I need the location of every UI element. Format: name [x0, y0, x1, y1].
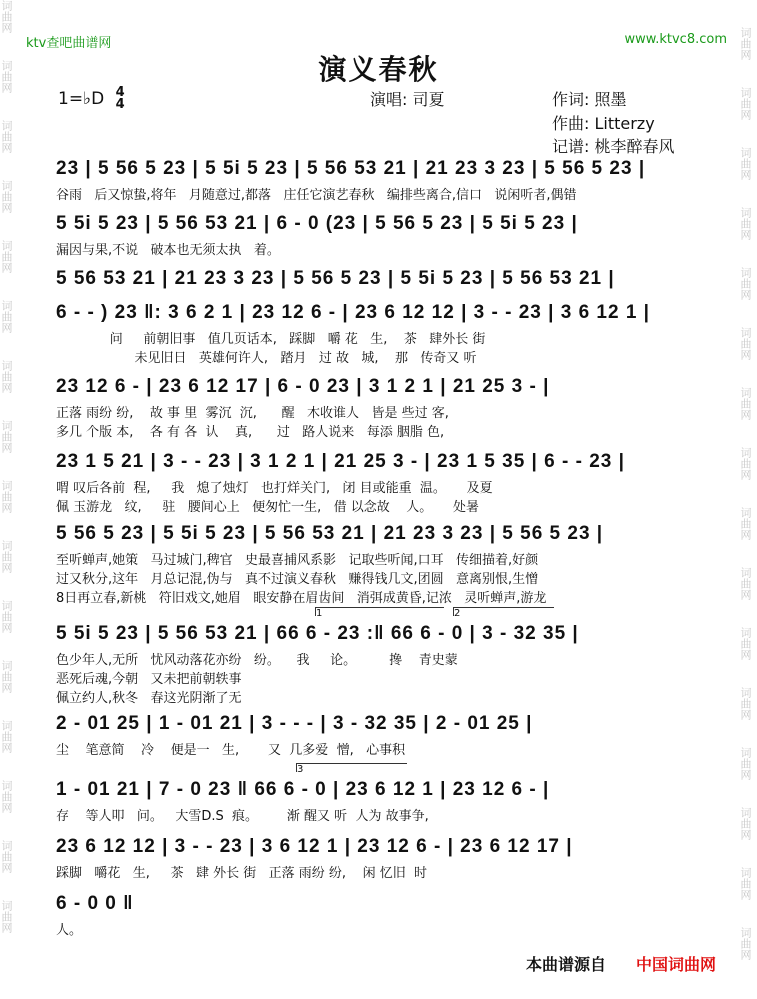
singer: 演唱: 司夏	[370, 90, 445, 109]
watermark-text: 词曲网	[0, 0, 13, 33]
footer-site-link[interactable]: 中国词曲网	[636, 955, 717, 974]
lyric-line: 谷雨 后又惊蛰,将年 月随意过,都落 庄任它演艺春秋 编排些离合,信口 说闲听者,偶错	[56, 188, 577, 203]
watermark-text: 词曲网	[739, 327, 752, 360]
watermark-text: 词曲网	[0, 300, 13, 333]
watermark-text: 词曲网	[739, 687, 752, 720]
watermark-text: 词曲网	[739, 447, 752, 480]
watermark-text: 词曲网	[0, 600, 13, 633]
left-watermark	[0, 0, 18, 999]
lyric-line: 恶死后魂,今朝 又未把前朝轶事	[56, 672, 242, 687]
watermark-text: 词曲网	[0, 60, 13, 93]
notation-row: 6 - - ) 23 ‖: 3 6 2 1 | 23 12 6 - | 23 6 12 12 | 3 - - 23 | 3 6 12 1 |	[56, 302, 650, 323]
notation-row: 2 - 01 25 | 1 - 01 21 | 3 - - - | 3 - 32 35 | 2 - 01 25 |	[56, 713, 533, 734]
watermark-text: 词曲网	[739, 747, 752, 780]
key-signature	[58, 87, 125, 111]
notation-row: 23 6 12 12 | 3 - - 23 | 3 6 12 1 | 23 12 6 - | 23 6 12 17 |	[56, 836, 573, 857]
right-watermark	[739, 0, 757, 999]
watermark-text: 词曲网	[0, 540, 13, 573]
key-text: 1=♭D	[58, 89, 105, 109]
footer-source: 本曲谱源自	[526, 955, 607, 974]
notation-row: 23 1 5 21 | 3 - - 23 | 3 1 2 1 | 21 25 3 - | 23 1 5 35 | 6 - - 23 |	[56, 451, 625, 472]
lyric-line: 色少年人,无所 忧风动落花亦纷 纷。 我 论。 搀 青史蒙	[56, 653, 458, 668]
notation-row: 1 - 01 21 | 7 - 0 23 ‖ 66 6 - 0 | 23 6 12 1 | 23 12 6 - |	[56, 779, 550, 800]
lyric-line: 佩立约人,秋冬 春这光阴渐了无	[56, 691, 242, 706]
watermark-text: 词曲网	[739, 807, 752, 840]
watermark-text: 词曲网	[0, 420, 13, 453]
lyric-line: 漏因与果,不说 破本也无须太执 着。	[56, 243, 280, 258]
watermark-text: 词曲网	[739, 27, 752, 60]
lyric-line: 问 前朝旧事 值几页话本, 踩脚 嚼 花 生, 茶 肆外长 街	[56, 332, 486, 347]
watermark-text: 词曲网	[0, 360, 13, 393]
site-link-left[interactable]: ktv查吧曲谱网	[26, 36, 112, 51]
lyric-line: 至听蝉声,她策 马过城门,稗官 史最喜捕风系影 记取些听闻,口耳 传细描着,好颜	[56, 553, 539, 568]
lyric-line: 过又秋分,这年 月总记混,伪与 真不过演义春秋 赚得钱几文,团圆 意离别恨,生憎	[56, 572, 539, 587]
watermark-text: 词曲网	[739, 867, 752, 900]
watermark-text: 词曲网	[0, 480, 13, 513]
watermark-text: 词曲网	[0, 180, 13, 213]
notation-row: 5 5i 5 23 | 5 56 53 21 | 6 - 0 (23 | 5 56 5 23 | 5 5i 5 23 |	[56, 213, 578, 234]
lyric-line: 8日再立春,新桃 符旧戏文,她眉 眼安静在眉齿间 消弭成黄昏,记浓 灵听蝉声,游龙	[56, 591, 547, 606]
watermark-text: 词曲网	[739, 147, 752, 180]
time-sig-bottom: 4	[115, 97, 125, 112]
watermark-text: 词曲网	[739, 927, 752, 960]
watermark-text: 词曲网	[0, 120, 13, 153]
watermark-text: 词曲网	[0, 900, 13, 933]
watermark-text: 词曲网	[739, 87, 752, 120]
composer: 作曲: Litterzy	[552, 114, 655, 133]
lyric-line: 佩 玉游龙 纹, 驻 腰间心上 便匆忙一生, 借 以念故 人。 处暑	[56, 500, 479, 515]
lyricist: 作词: 照墨	[552, 90, 627, 109]
song-title: 演义春秋	[318, 53, 439, 86]
notation-row: 6 - 0 0 ‖	[56, 893, 134, 914]
watermark-text: 词曲网	[739, 267, 752, 300]
volta-2: 2	[453, 607, 554, 616]
watermark-text: 词曲网	[739, 207, 752, 240]
watermark-text: 词曲网	[0, 240, 13, 273]
watermark-text: 词曲网	[739, 507, 752, 540]
lyric-line: 存 等人叩 问。 大雪D.S 痕。 渐 醒又 听 人为 故事争,	[56, 809, 429, 824]
lyric-line: 多几 个版 本, 各 有 各 认 真, 过 路人说来 每添 胭脂 色,	[56, 425, 445, 440]
volta-3: 3	[296, 763, 407, 772]
lyric-line: 未见旧日 英雄何许人, 踏月 过 故 城, 那 传奇又 听	[56, 351, 477, 366]
watermark-text: 词曲网	[739, 567, 752, 600]
watermark-text: 词曲网	[0, 780, 13, 813]
lyric-line: 喟 叹后各前 程, 我 熄了烛灯 也打烊关门, 闭 目或能重 温。 及夏	[56, 481, 493, 496]
watermark-text: 词曲网	[739, 627, 752, 660]
lyric-line: 尘 笔意简 冷 便是一 生, 又 几多爱 憎, 心事积	[56, 743, 406, 758]
lyric-line: 正落 雨纷 纷, 故 事 里 雾沉 沉, 醒 木收谁人 皆是 些过 客,	[56, 406, 449, 421]
watermark-text: 词曲网	[739, 387, 752, 420]
watermark-text: 词曲网	[0, 660, 13, 693]
notation-row: 23 12 6 - | 23 6 12 17 | 6 - 0 23 | 3 1 2 1 | 21 25 3 - |	[56, 376, 550, 397]
transcriber: 记谱: 桃李醉春风	[552, 137, 675, 156]
volta-1: 1	[315, 607, 444, 616]
time-signature	[116, 87, 125, 111]
lyric-line: 人。	[56, 923, 83, 938]
watermark-text: 词曲网	[0, 840, 13, 873]
notation-row: 5 56 53 21 | 21 23 3 23 | 5 56 5 23 | 5 5i 5 23 | 5 56 53 21 |	[56, 268, 615, 289]
site-link-right[interactable]: www.ktvc8.com	[624, 32, 727, 47]
notation-row: 23 | 5 56 5 23 | 5 5i 5 23 | 5 56 53 21 | 21 23 3 23 | 5 56 5 23 |	[56, 158, 646, 179]
watermark-text: 词曲网	[0, 720, 13, 753]
time-sig-top: 4	[115, 85, 125, 100]
notation-row: 5 56 5 23 | 5 5i 5 23 | 5 56 53 21 | 21 23 3 23 | 5 56 5 23 |	[56, 523, 604, 544]
notation-row: 5 5i 5 23 | 5 56 53 21 | 66 6 - 23 :‖ 66 6 - 0 | 3 - 32 35 |	[56, 623, 579, 644]
lyric-line: 踩脚 嚼花 生, 茶 肆 外长 街 正落 雨纷 纷, 闲 忆旧 时	[56, 866, 427, 881]
